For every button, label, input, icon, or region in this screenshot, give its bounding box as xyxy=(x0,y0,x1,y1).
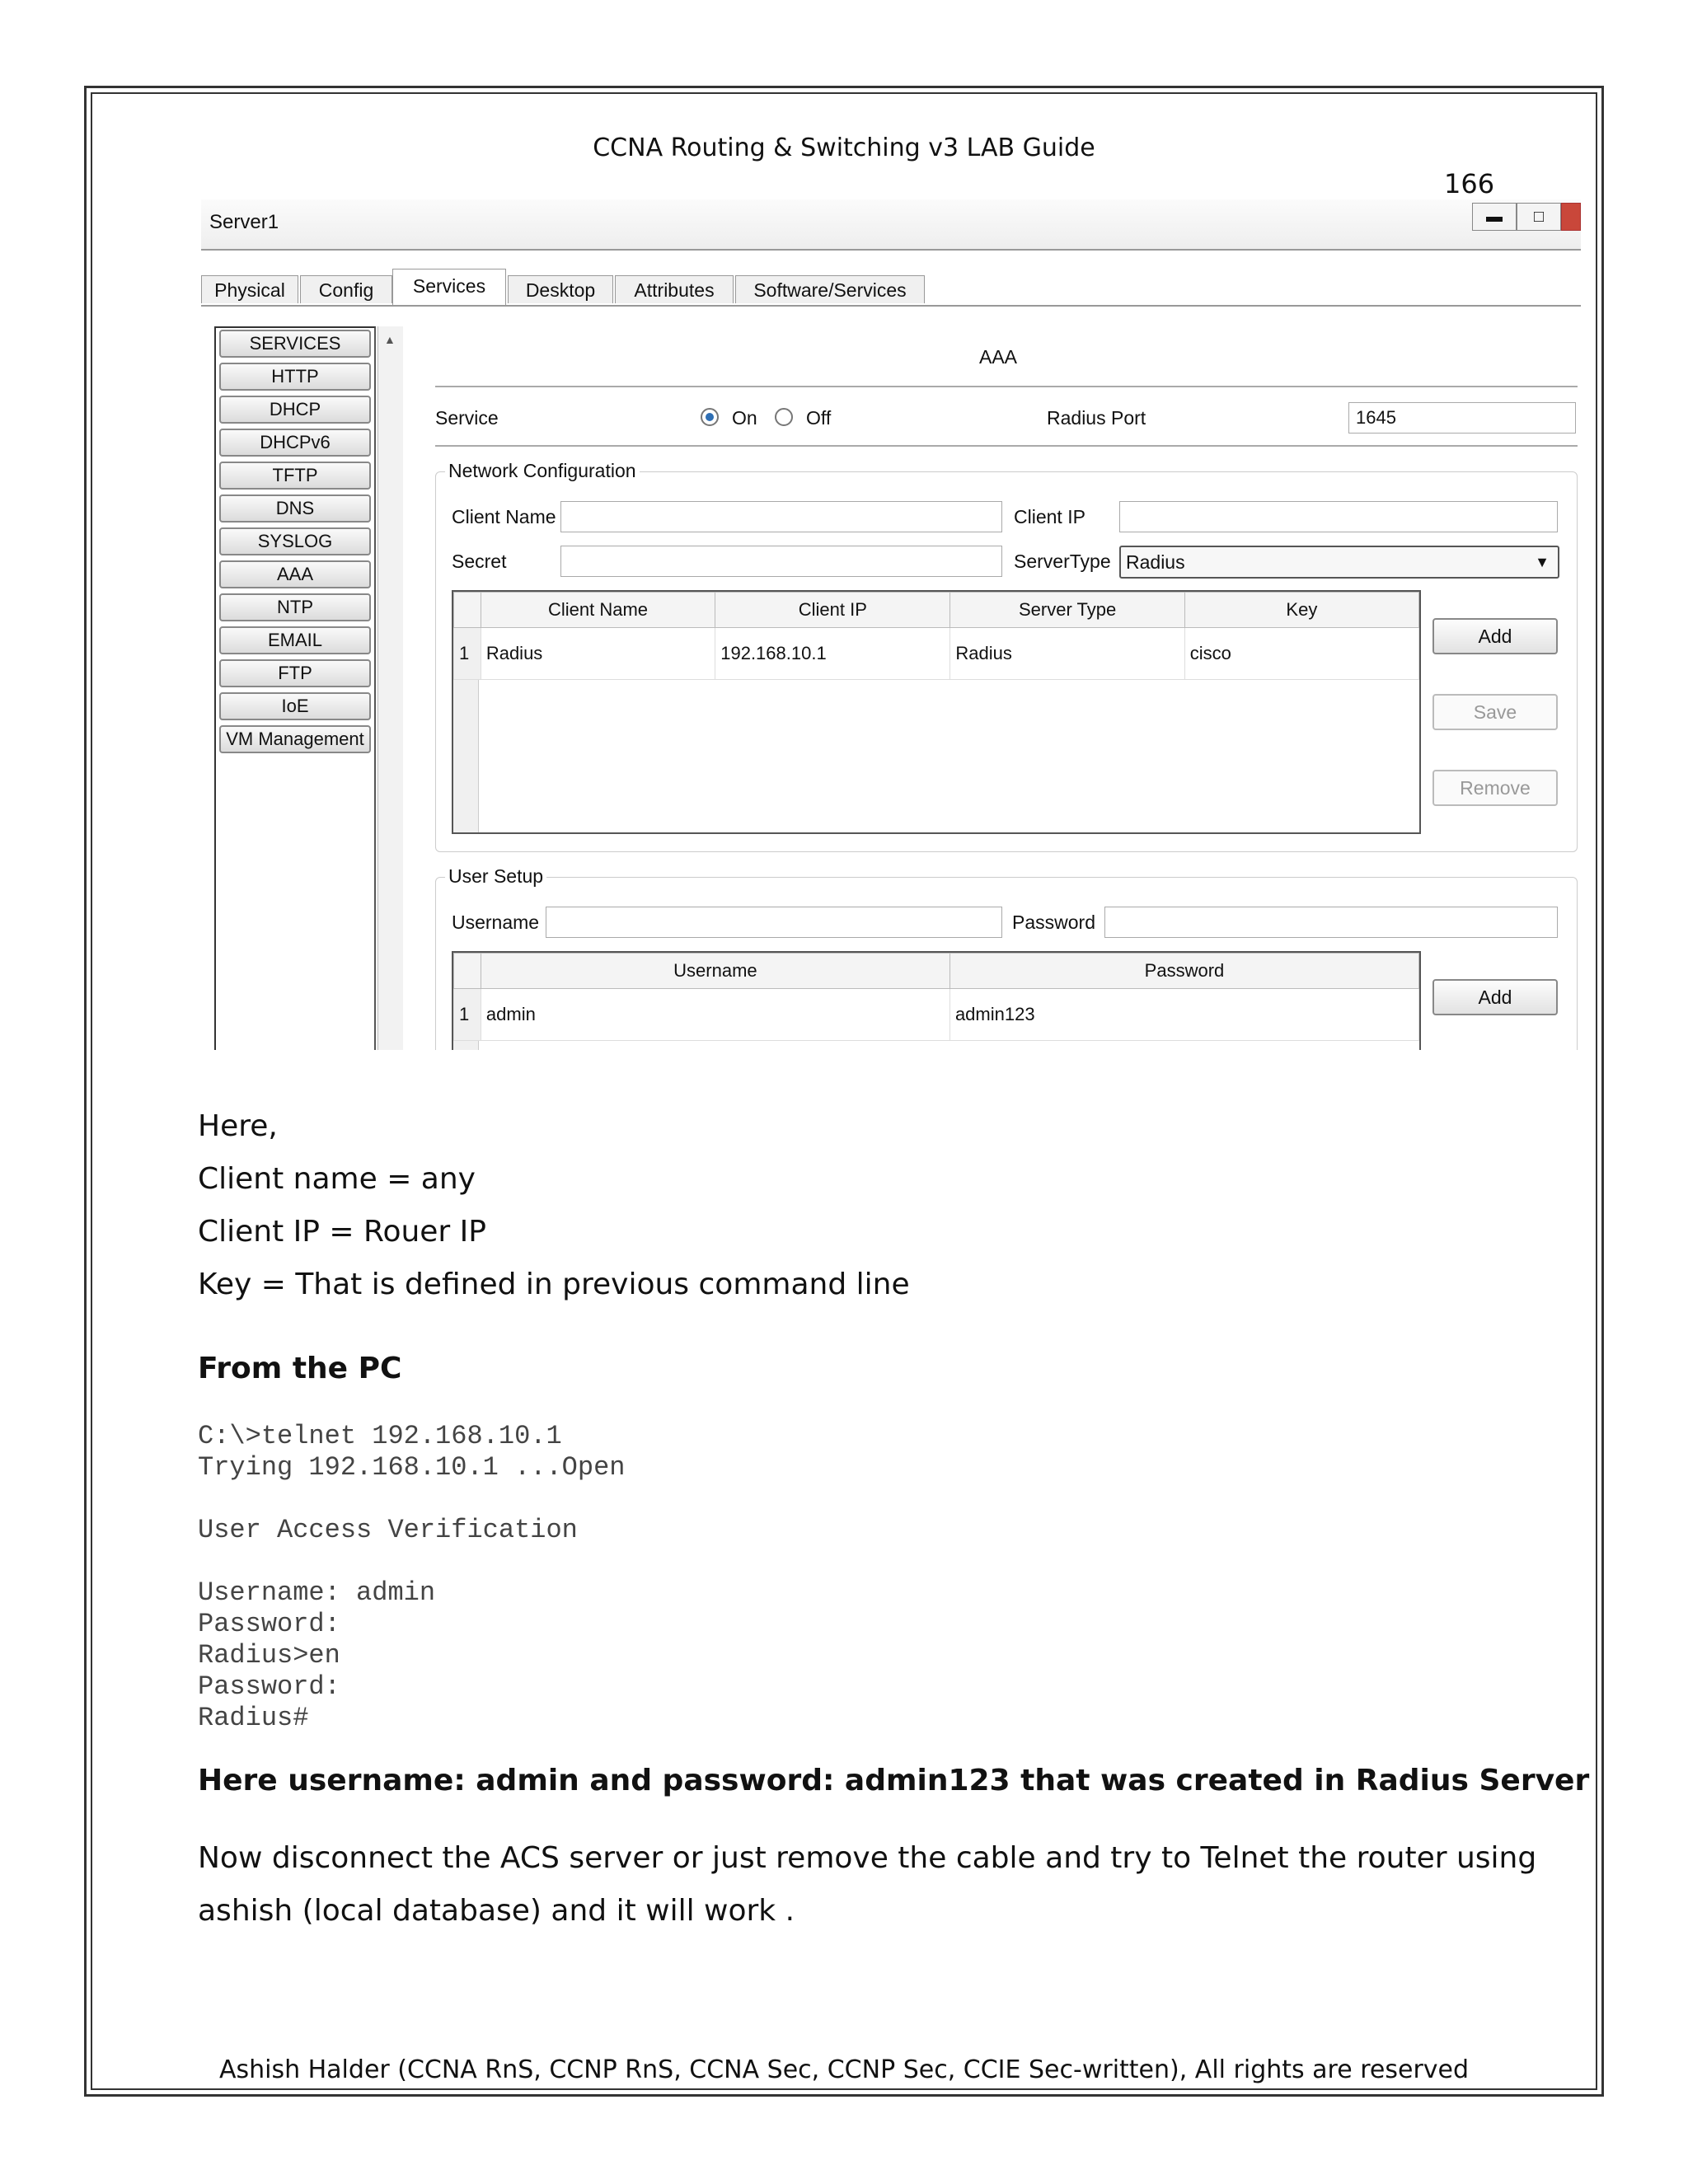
users-table xyxy=(453,953,1419,1041)
sidebar-item-http[interactable]: HTTP xyxy=(219,363,371,391)
secret-label: Secret xyxy=(452,551,507,572)
clients-table xyxy=(453,592,1419,680)
sidebar-item-vm-management[interactable]: VM Management xyxy=(219,725,371,753)
window-controls xyxy=(1472,203,1581,232)
remove-button[interactable]: Remove xyxy=(1432,770,1558,806)
sidebar-item-email[interactable]: EMAIL xyxy=(219,626,371,654)
client-ip-input[interactable] xyxy=(1119,501,1558,532)
add-client-button[interactable]: Add xyxy=(1432,618,1558,654)
sidebar-item-tftp[interactable]: TFTP xyxy=(219,462,371,490)
col-client-name: Client Name xyxy=(481,593,715,628)
col-username: Username xyxy=(481,954,950,989)
row-number: 1 xyxy=(454,628,481,680)
tab-attributes[interactable]: Attributes xyxy=(615,275,734,303)
sidebar-item-syslog[interactable]: SYSLOG xyxy=(219,527,371,555)
service-off-radio[interactable] xyxy=(775,408,793,426)
cell-client-ip: 192.168.10.1 xyxy=(715,628,950,680)
sidebar-item-dhcp[interactable]: DHCP xyxy=(219,396,371,424)
server-type-select[interactable] xyxy=(1119,546,1559,579)
sidebar-item-aaa[interactable]: AAA xyxy=(219,560,371,588)
service-on-radio[interactable] xyxy=(701,408,719,426)
cell-password: admin123 xyxy=(950,989,1418,1041)
console-line: C:\>telnet 192.168.10.1 xyxy=(198,1421,562,1451)
sidebar-scrollbar[interactable] xyxy=(377,326,403,1050)
client-name-label: Client Name xyxy=(452,506,556,527)
tab-physical[interactable]: Physical xyxy=(201,275,298,303)
section-heading: From the PC xyxy=(198,1352,402,1385)
server-type-label: ServerType xyxy=(1014,551,1111,572)
cell-client-name: Radius xyxy=(481,628,715,680)
sidebar-item-ntp[interactable]: NTP xyxy=(219,593,371,621)
table-row[interactable] xyxy=(454,628,1419,680)
username-label: Username xyxy=(452,912,540,933)
page-footer: Ashish Halder (CCNA RnS, CCNP RnS, CCNA Sec, CCNP Sec, CCIE Sec-written), All rights are reserved xyxy=(218,2055,1470,2084)
service-on-label: On xyxy=(732,407,757,429)
password-label: Password xyxy=(1012,912,1095,933)
server-window xyxy=(201,199,1581,1050)
secret-input[interactable] xyxy=(560,546,1002,577)
console-line: Radius>en xyxy=(198,1640,340,1671)
sidebar-item-dhcpv6[interactable]: DHCPv6 xyxy=(219,429,371,457)
username-input[interactable] xyxy=(546,907,1002,938)
radius-port-label: Radius Port xyxy=(1047,407,1146,429)
sidebar-item-ftp[interactable]: FTP xyxy=(219,659,371,687)
cell-key: cisco xyxy=(1184,628,1418,680)
service-off-label: Off xyxy=(806,407,832,429)
client-name-note: Client name = any xyxy=(198,1162,476,1196)
paragraph-line-2: ashish (local database) and it will work . xyxy=(198,1894,795,1928)
tab-software-services[interactable]: Software/Services xyxy=(735,275,925,303)
client-ip-label: Client IP xyxy=(1014,506,1085,527)
minimize-icon[interactable]: ▬ xyxy=(1472,203,1517,231)
maximize-icon[interactable]: □ xyxy=(1517,203,1561,231)
console-line: Trying 192.168.10.1 ...Open xyxy=(198,1452,626,1483)
table-row[interactable] xyxy=(454,989,1419,1041)
close-icon[interactable] xyxy=(1561,203,1581,231)
service-label: Service xyxy=(435,407,499,429)
divider xyxy=(435,386,1578,387)
services-sidebar xyxy=(214,326,376,1050)
tab-bar xyxy=(201,269,1581,307)
aaa-heading: AAA xyxy=(979,346,1018,368)
page-header-title: CCNA Routing & Switching v3 LAB Guide xyxy=(593,134,1095,162)
console-line: Radius# xyxy=(198,1703,309,1733)
network-configuration-legend: Network Configuration xyxy=(445,460,640,482)
col-client-ip: Client IP xyxy=(715,593,950,628)
tab-desktop[interactable]: Desktop xyxy=(508,275,613,303)
client-name-input[interactable] xyxy=(560,501,1002,532)
row-header xyxy=(454,954,481,989)
password-input[interactable] xyxy=(1104,907,1558,938)
paragraph-line-1: Now disconnect the ACS server or just remove the cable and try to Telnet the router using xyxy=(198,1841,1537,1875)
sidebar-item-ioe[interactable]: IoE xyxy=(219,692,371,720)
col-key: Key xyxy=(1184,593,1418,628)
cell-username: admin xyxy=(481,989,950,1041)
console-line: Username: admin xyxy=(198,1577,436,1608)
console-line: Password: xyxy=(198,1671,340,1702)
console-line: Password: xyxy=(198,1609,340,1639)
row-number: 1 xyxy=(454,989,481,1041)
page-number: 166 xyxy=(1444,168,1495,199)
sidebar-item-dns[interactable]: DNS xyxy=(219,494,371,523)
window-titlebar xyxy=(201,199,1581,251)
cell-server-type: Radius xyxy=(950,628,1184,680)
sidebar-item-services[interactable]: SERVICES xyxy=(219,330,371,358)
server-type-value: Radius xyxy=(1126,551,1185,573)
row-header xyxy=(454,593,481,628)
user-setup-legend: User Setup xyxy=(445,865,546,888)
console-line: User Access Verification xyxy=(198,1515,578,1545)
credentials-note: Here username: admin and password: admin123 that was created in Radius Server xyxy=(198,1764,1590,1797)
divider xyxy=(435,445,1578,447)
radius-port-input[interactable]: 1645 xyxy=(1348,402,1576,434)
add-user-button[interactable]: Add xyxy=(1432,979,1558,1015)
scroll-up-icon[interactable]: ▲ xyxy=(384,333,396,346)
tab-services[interactable]: Services xyxy=(392,269,506,305)
intro-text: Here, xyxy=(198,1109,278,1143)
save-button[interactable]: Save xyxy=(1432,694,1558,730)
col-password: Password xyxy=(950,954,1418,989)
client-ip-note: Client IP = Rouer IP xyxy=(198,1215,486,1249)
key-note: Key = That is defined in previous command line xyxy=(198,1268,910,1301)
tab-config[interactable]: Config xyxy=(300,275,392,303)
col-server-type: Server Type xyxy=(950,593,1184,628)
chevron-down-icon: ▼ xyxy=(1535,554,1550,570)
window-title: Server1 xyxy=(209,211,279,233)
